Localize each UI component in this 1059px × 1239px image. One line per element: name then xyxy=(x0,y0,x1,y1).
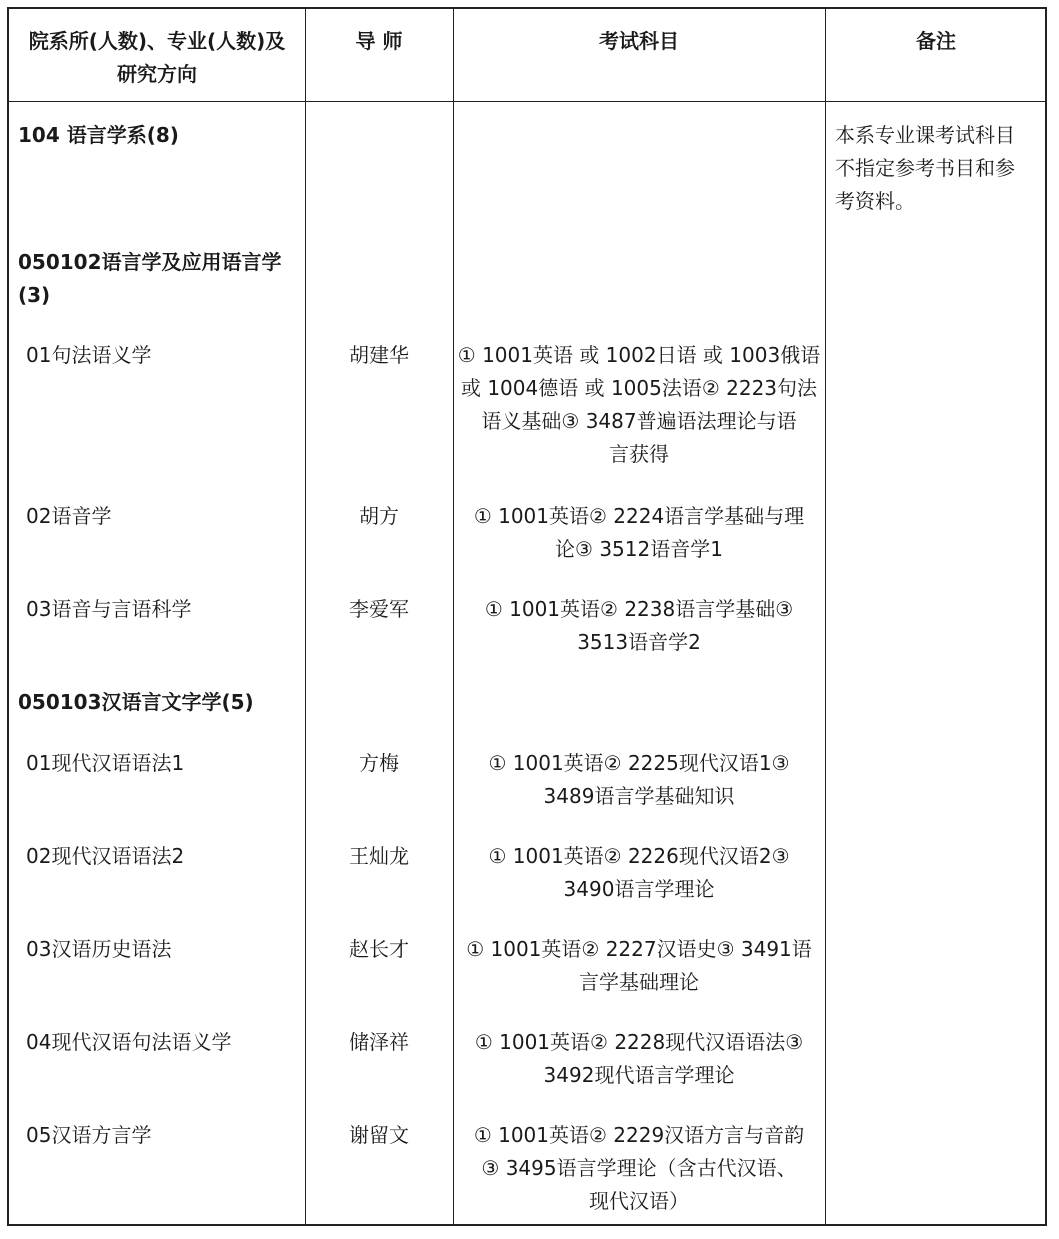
program-table xyxy=(7,7,1047,1226)
advisor-name: 谢留文 xyxy=(349,1123,409,1147)
exam-subjects xyxy=(453,1026,825,1092)
exam-line: ① 1001英语② 2238语言学基础③ xyxy=(484,597,794,621)
remark-line: 不指定参考书目和参 xyxy=(835,156,1015,180)
department-title: 104 语言学系(8) xyxy=(18,123,179,147)
exam-line: ① 1001英语② 2228现代汉语语法③ xyxy=(474,1030,804,1054)
header-col-dept xyxy=(9,25,305,91)
header-divider xyxy=(9,101,1045,102)
header-col-exam: 考试科目 xyxy=(599,29,679,53)
exam-subjects xyxy=(453,747,825,813)
exam-subjects xyxy=(453,840,825,906)
remark-text xyxy=(835,119,1015,218)
direction-name: 01句法语义学 xyxy=(26,343,152,367)
remark-line: 考资料。 xyxy=(835,189,915,213)
advisor-name: 王灿龙 xyxy=(349,844,409,868)
exam-line: ① 1001英语② 2224语言学基础与理 xyxy=(473,504,805,528)
advisor-name: 方梅 xyxy=(359,751,399,775)
exam-subjects xyxy=(453,1119,825,1218)
advisor-name: 胡建华 xyxy=(349,343,409,367)
header-col-advisor: 导 师 xyxy=(355,29,403,53)
exam-line: 或 1004德语 或 1005法语② 2223句法 xyxy=(460,376,818,400)
exam-line: ① 1001英语② 2227汉语史③ 3491语 xyxy=(466,937,812,961)
direction-name: 03汉语历史语法 xyxy=(26,937,172,961)
exam-line: ① 1001英语② 2226现代汉语2③ xyxy=(488,844,790,868)
advisor-name: 胡方 xyxy=(359,504,399,528)
remark-line: 本系专业课考试科目 xyxy=(835,123,1015,147)
direction-name: 02语音学 xyxy=(26,504,112,528)
major-title xyxy=(18,246,282,312)
major-title-line: 050102语言学及应用语言学 xyxy=(18,250,282,274)
exam-subjects xyxy=(453,933,825,999)
exam-line: 论③ 3512语音学1 xyxy=(555,537,723,561)
exam-subjects xyxy=(453,339,825,471)
exam-line: 现代汉语） xyxy=(589,1189,689,1213)
direction-name: 02现代汉语语法2 xyxy=(26,844,185,868)
direction-name: 01现代汉语语法1 xyxy=(26,751,185,775)
exam-line: 3492现代语言学理论 xyxy=(543,1063,735,1087)
exam-line: 3513语音学2 xyxy=(577,630,701,654)
col-divider-3 xyxy=(825,9,826,1224)
advisor-name: 赵长才 xyxy=(349,937,409,961)
exam-line: ① 1001英语 或 1002日语 或 1003俄语 xyxy=(457,343,821,367)
advisor-name: 储泽祥 xyxy=(349,1030,409,1054)
direction-name: 04现代汉语句法语义学 xyxy=(26,1030,232,1054)
header-col-dept-line1: 院系所(人数)、专业(人数)及 xyxy=(28,29,286,53)
major-title-line: (3) xyxy=(18,283,51,307)
exam-subjects xyxy=(453,500,825,566)
exam-line: 3489语言学基础知识 xyxy=(543,784,735,808)
exam-subjects xyxy=(453,593,825,659)
header-col-dept-line2: 研究方向 xyxy=(117,62,197,86)
exam-line: 言获得 xyxy=(609,442,669,466)
exam-line: 言学基础理论 xyxy=(579,970,699,994)
exam-line: ① 1001英语② 2225现代汉语1③ xyxy=(488,751,790,775)
exam-line: 语义基础③ 3487普遍语法理论与语 xyxy=(481,409,797,433)
exam-line: 3490语言学理论 xyxy=(563,877,715,901)
header-col-remark: 备注 xyxy=(916,29,956,53)
major-title: 050103汉语言文字学(5) xyxy=(18,690,254,714)
exam-line: ① 1001英语② 2229汉语方言与音韵 xyxy=(473,1123,805,1147)
advisor-name: 李爱军 xyxy=(349,597,409,621)
direction-name: 05汉语方言学 xyxy=(26,1123,152,1147)
direction-name: 03语音与言语科学 xyxy=(26,597,192,621)
exam-line: ③ 3495语言学理论（含古代汉语、 xyxy=(481,1156,797,1180)
